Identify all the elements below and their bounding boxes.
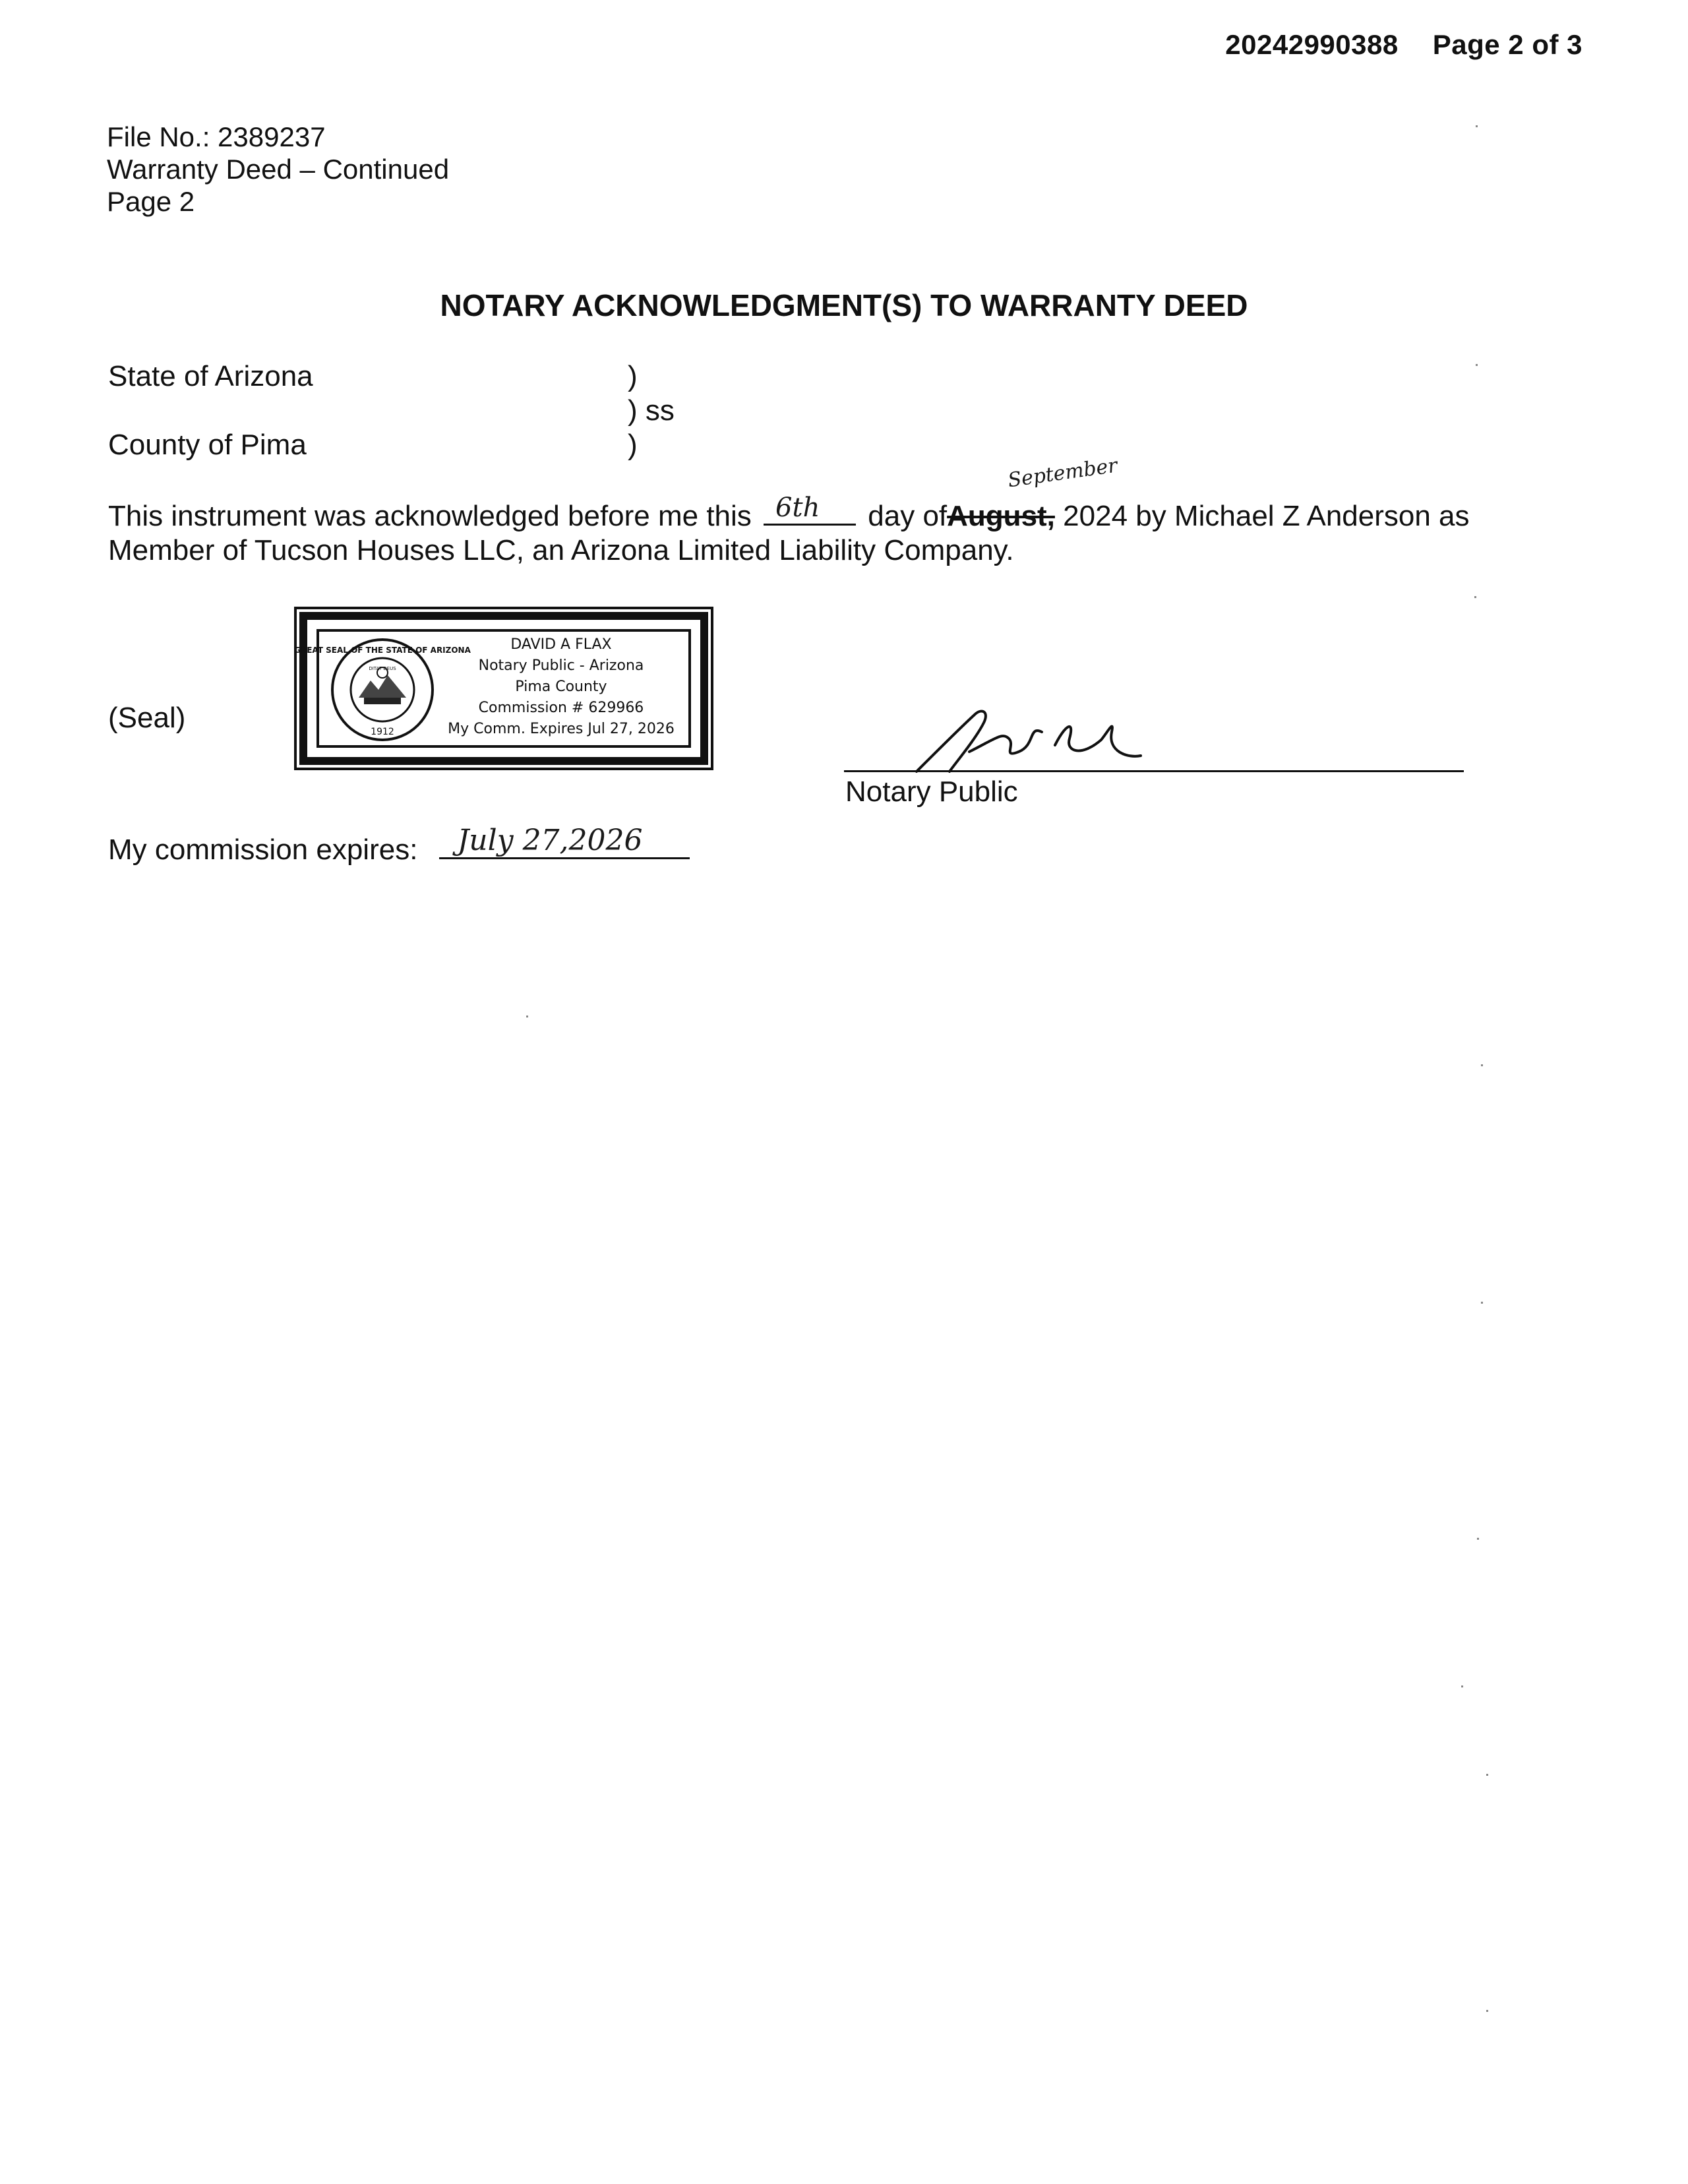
- page-number: Page 2: [107, 186, 195, 217]
- commission-expires-line: [439, 826, 690, 859]
- seal-motto: DITAT DEUS: [369, 666, 396, 671]
- recording-number: 20242990388: [1225, 29, 1399, 60]
- notary-stamp: [294, 612, 708, 765]
- venue-paren-bottom: ): [628, 429, 638, 461]
- commission-expires-row: [108, 826, 690, 866]
- scan-speck: [1486, 2010, 1488, 2012]
- signature-line: [844, 770, 1464, 772]
- scan-speck: [1481, 1064, 1483, 1066]
- state-seal-icon: [294, 637, 471, 743]
- stamp-text-block: [433, 634, 690, 740]
- struck-month: August,: [947, 500, 1055, 532]
- file-info-block: [107, 121, 449, 218]
- acknowledgment-line-1: This instrument was acknowledged before me this 6th day ofAugust, 2024 by Michael Z Anderson as: [108, 495, 1612, 533]
- commission-expires-label: My commission expires:: [108, 834, 418, 866]
- stamp-expiration: My Comm. Expires Jul 27, 2026: [448, 721, 675, 737]
- stamp-notary-name: DAVID A FLAX: [510, 636, 612, 653]
- scan-speck: [1474, 596, 1476, 598]
- notary-signature: [903, 699, 1180, 778]
- document-type: Warranty Deed – Continued: [107, 154, 450, 185]
- seal-ring-text: GREAT SEAL OF THE STATE OF ARIZONA: [294, 646, 471, 655]
- acknowledgment-paragraph: [108, 495, 1612, 568]
- venue-paren-ss: ) ss: [628, 394, 675, 427]
- day-blank: [764, 495, 856, 526]
- handwritten-day: 6th: [775, 493, 820, 523]
- handwritten-month-insert: September: [1006, 454, 1119, 493]
- acknowledgment-line-2: Member of Tucson Houses LLC, an Arizona Limited Liability Company.: [108, 534, 1014, 566]
- seal-label: (Seal): [108, 702, 186, 734]
- stamp-notary-title: Notary Public - Arizona: [478, 657, 644, 674]
- scan-speck: [526, 1016, 528, 1017]
- venue-county: County of Pima: [108, 429, 307, 461]
- page-count: Page 2 of 3: [1432, 29, 1582, 60]
- file-number: File No.: 2389237: [107, 121, 326, 152]
- seal-year: 1912: [371, 727, 394, 737]
- venue-state: State of Arizona: [108, 360, 313, 392]
- scan-speck: [1476, 125, 1478, 127]
- venue-paren-top: ): [628, 360, 638, 392]
- stamp-commission-number: Commission # 629966: [478, 700, 644, 716]
- document-title: NOTARY ACKNOWLEDGMENT(S) TO WARRANTY DEED: [440, 288, 1248, 322]
- stamp-county: Pima County: [515, 679, 607, 695]
- scan-speck: [1486, 1774, 1488, 1776]
- scan-speck: [1477, 1538, 1479, 1540]
- notary-public-label: Notary Public: [845, 775, 1018, 808]
- commission-expires-handwritten: July 27,2026: [457, 824, 643, 857]
- scan-speck: [1461, 1685, 1463, 1687]
- scan-speck: [1476, 364, 1478, 366]
- document-header: [1187, 29, 1582, 61]
- scan-speck: [1481, 1302, 1483, 1304]
